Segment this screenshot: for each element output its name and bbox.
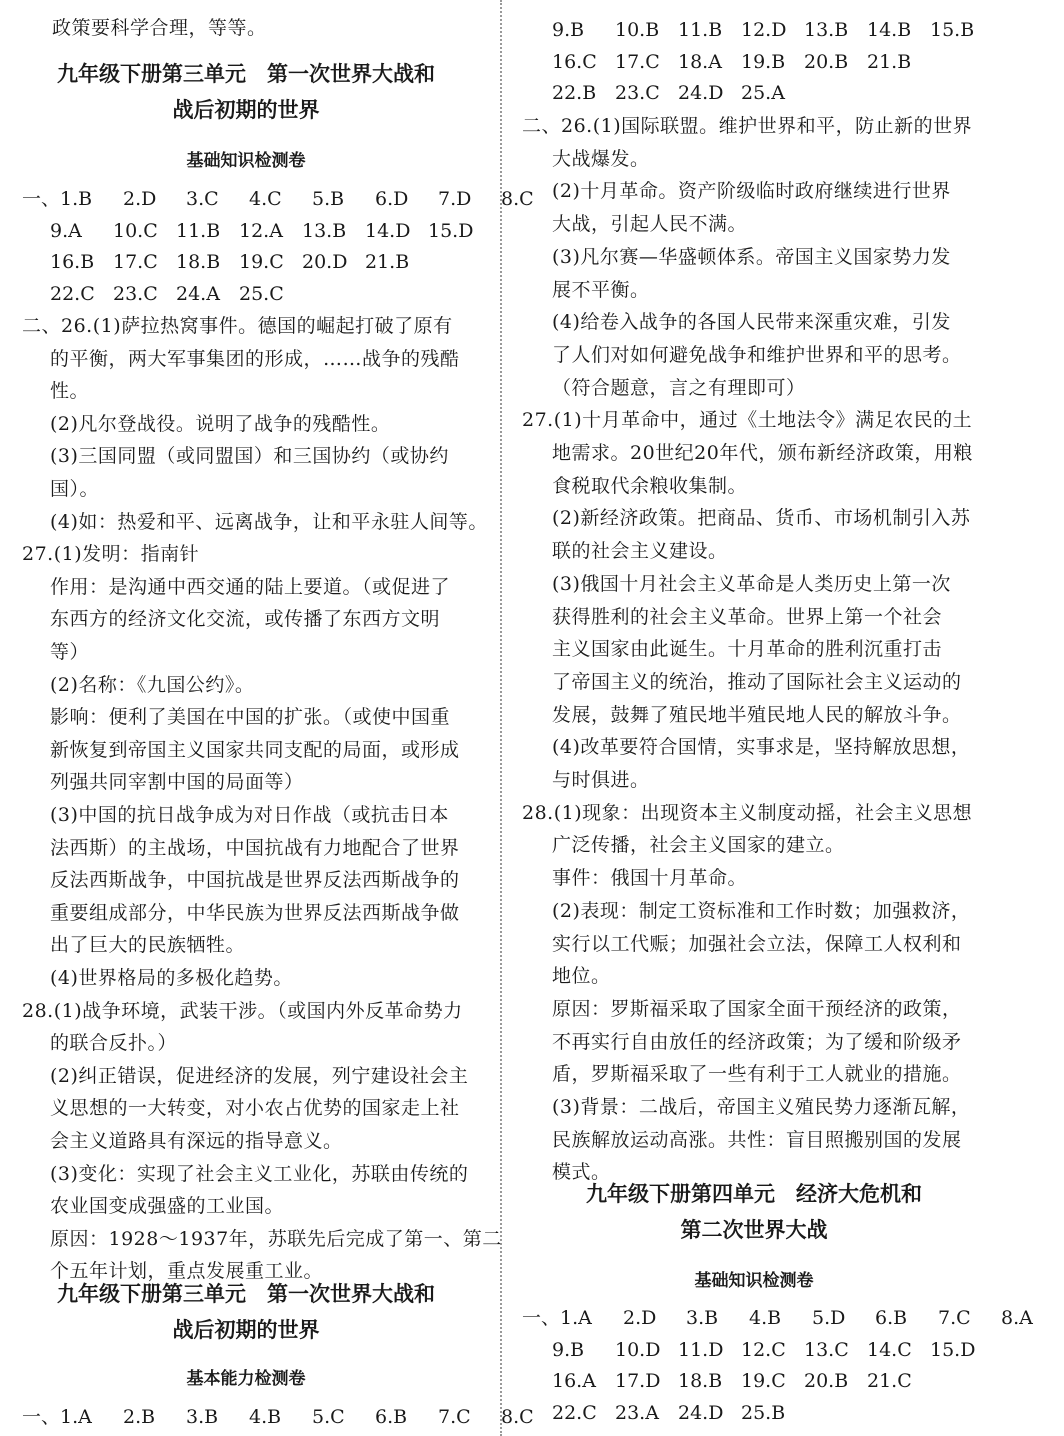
answer-item: 9.B: [552, 19, 585, 41]
answer-item: 10.D: [615, 1338, 661, 1361]
answer-item: 3.B: [186, 1406, 219, 1428]
answer-line: 地位。: [552, 965, 611, 988]
answer-line: 性。: [50, 380, 90, 403]
answer-line: 盾，罗斯福采取了一些有利于工人就业的措施。: [552, 1063, 962, 1086]
answer-item: 6.B: [875, 1307, 908, 1329]
answer-item: 11.B: [176, 219, 221, 242]
answer-line: 展不平衡。: [552, 278, 650, 301]
answer-item: 2.D: [623, 1307, 657, 1329]
answer-item: 10.C: [113, 219, 158, 242]
answer-item: 8.C: [501, 1406, 534, 1428]
answer-item: 7.D: [438, 188, 472, 210]
answer-line: 义思想的一大转变，对小农占优势的国家走上社: [50, 1097, 460, 1120]
answer-line: 原因：罗斯福采取了国家全面干预经济的政策，: [552, 997, 962, 1020]
answer-line: (3)俄国十月社会主义革命是人类历史上第一次: [552, 572, 951, 595]
answer-item: 12.D: [741, 19, 787, 41]
answer-line: 影响：便利了美国在中国的扩张。（或使中国重: [50, 706, 451, 729]
answer-line: (2)表现：制定工资标准和工作时数；加强救济，: [552, 899, 971, 922]
answer-item: 14.B: [867, 19, 912, 41]
answer-line: 28.(1)战争环境，武装干涉。（或国内外反革命势力: [22, 999, 463, 1022]
answer-line: (3)凡尔赛—华盛顿体系。帝国主义国家势力发: [552, 245, 951, 268]
answer-line: （符合题意，言之有理即可）: [552, 376, 806, 399]
answer-line: 二、26.(1)国际联盟。维护世界和平，防止新的世界: [522, 115, 973, 137]
answer-item: 23.A: [615, 1401, 659, 1424]
answer-item: 1.B: [60, 188, 93, 210]
answer-item: 12.A: [239, 219, 283, 242]
answer-line: 新恢复到帝国主义国家共同支配的局面，或形成: [50, 738, 460, 761]
answer-line: 27.(1)十月革命中，通过《土地法令》满足农民的土: [522, 409, 973, 432]
answer-item: 13.B: [804, 19, 849, 41]
answer-item: 14.C: [867, 1338, 912, 1361]
answer-item: 13.B: [302, 219, 347, 242]
unit-heading-line1: 九年级下册第四单元 经济大危机和: [586, 1182, 922, 1206]
answer-item: 19.C: [741, 1370, 786, 1392]
answer-line: 不再实行自由放任的经济政策；为了缓和阶级矛: [552, 1030, 962, 1053]
answer-line: 食税取代余粮收集制。: [552, 474, 748, 497]
answer-line: 大战，引起人民不满。: [552, 213, 748, 236]
answer-row: [552, 1365, 930, 1397]
answer-item: 4.B: [749, 1307, 782, 1329]
answer-line: 模式。: [552, 1161, 611, 1184]
answer-item: 3.C: [186, 188, 219, 210]
answer-line: (3)三国同盟（或同盟国）和三国协约（或协约: [50, 445, 449, 468]
answer-item: 3.B: [686, 1307, 719, 1329]
answer-item: 18.A: [678, 50, 722, 73]
answer-item: 20.B: [804, 50, 849, 73]
column-divider: [500, 0, 502, 1436]
answer-line: 事件：俄国十月革命。: [552, 867, 748, 890]
answer-row: [50, 215, 491, 247]
answer-item: 25.B: [741, 1401, 786, 1424]
answer-item: 7.C: [938, 1307, 971, 1329]
answer-item: 21.C: [867, 1370, 912, 1392]
answer-item: 23.C: [615, 82, 660, 104]
answer-item: 15.B: [930, 19, 975, 41]
answer-line: 与时俱进。: [552, 769, 650, 791]
answer-item: 21.B: [365, 251, 410, 273]
answer-line: (2)新经济政策。把商品、货币、市场机制引入苏: [552, 507, 971, 530]
answer-line: (4)给卷入战争的各国人民带来深重灾难，引发: [552, 311, 951, 334]
answer-item: 1.A: [560, 1307, 592, 1329]
answer-line: 实行以工代赈；加强社会立法，保障工人权利和: [552, 932, 962, 955]
answer-item: 8.A: [1001, 1307, 1033, 1329]
answer-line: 27.(1)发明：指南针: [22, 543, 200, 566]
answer-item: 16.A: [552, 1370, 596, 1392]
answer-line: 广泛传播，社会主义国家的建立。: [552, 834, 845, 857]
answer-item: 17.C: [113, 251, 158, 273]
unit-heading-line1: 九年级下册第三单元 第一次世界大战和: [57, 62, 435, 86]
answer-line: (2)十月革命。资产阶级临时政府继续进行世界: [552, 180, 951, 203]
answer-item: 9.B: [552, 1338, 585, 1361]
answer-line: 地需求。20世纪20年代，颁布新经济政策，用粮: [552, 442, 973, 464]
question-section-marker: 一、: [22, 1406, 61, 1428]
answer-item: 21.B: [867, 50, 912, 73]
answer-line: 联的社会主义建设。: [552, 540, 728, 563]
answer-line: 法西斯）的主战场，中国抗战有力地配合了世界: [50, 836, 460, 859]
answer-row: [552, 1397, 804, 1429]
answer-line: (3)中国的抗日战争成为对日作战（或抗击日本: [50, 804, 449, 826]
answer-line: 等）: [50, 641, 90, 663]
answer-item: 15.D: [428, 219, 474, 242]
answer-item: 18.B: [678, 1370, 723, 1392]
answer-line: 国）。: [50, 478, 100, 500]
answer-line: 会主义道路具有深远的指导意义。: [50, 1130, 343, 1152]
answer-row: [552, 14, 993, 46]
answer-item: 18.B: [176, 251, 221, 273]
answer-line: (4)改革要符合国情，实事求是，坚持解放思想，: [552, 736, 971, 759]
answer-row: [50, 278, 302, 310]
answer-item: 24.D: [678, 1401, 724, 1424]
answer-item: 16.B: [50, 251, 95, 273]
answer-line: 反法西斯战争，中国抗战是世界反法西斯战争的: [50, 869, 460, 892]
answer-row: [552, 1334, 993, 1366]
answer-item: 4.B: [249, 1406, 282, 1428]
answer-line: 大战爆发。: [552, 147, 650, 170]
answer-item: 23.C: [113, 282, 158, 305]
answer-item: 2.D: [123, 188, 157, 210]
answer-line: 二、26.(1)萨拉热窝事件。德国的崛起打破了原有: [22, 315, 453, 337]
answer-item: 20.D: [302, 251, 348, 273]
answer-line: 了人们对如何避免战争和维护世界和平的思考。: [552, 343, 962, 366]
unit-heading-line2: 战后初期的世界: [172, 98, 320, 122]
intro-line: 政策要科学合理，等等。: [52, 17, 267, 39]
answer-item: 8.C: [501, 188, 534, 210]
answer-line: 28.(1)现象：出现资本主义制度动摇，社会主义思想: [522, 801, 973, 824]
answer-line: 发展，鼓舞了殖民地半殖民地人民的解放斗争。: [552, 703, 962, 726]
answer-item: 17.D: [615, 1370, 661, 1392]
answer-row: [50, 246, 428, 278]
answer-item: 25.A: [741, 82, 785, 104]
answer-item: 4.C: [249, 188, 282, 210]
answer-item: 24.D: [678, 82, 724, 104]
answer-line: 出了巨大的民族牺牲。: [50, 934, 246, 957]
answer-item: 6.D: [375, 188, 409, 210]
answer-line: 民族解放运动高涨。共性：盲目照搬别国的发展: [552, 1128, 962, 1151]
answer-line: (4)世界格局的多极化趋势。: [50, 967, 293, 989]
answer-line: (3)背景：二战后，帝国主义殖民势力逐渐瓦解，: [552, 1096, 971, 1118]
answer-item: 19.C: [239, 251, 284, 273]
answer-item: 2.B: [123, 1406, 156, 1428]
answer-line: 重要组成部分，中华民族为世界反法西斯战争做: [50, 901, 460, 924]
answer-item: 15.D: [930, 1338, 976, 1361]
answer-item: 22.C: [50, 282, 95, 305]
question-section-marker: 一、: [22, 188, 61, 210]
answer-item: 19.B: [741, 50, 786, 73]
answer-line: 农业国变成强盛的工业国。: [50, 1195, 285, 1218]
answer-row: [552, 77, 804, 109]
answer-item: 24.A: [176, 282, 220, 305]
answer-line: 了帝国主义的统治，推动了国际社会主义运动的: [552, 670, 962, 693]
answer-item: 13.C: [804, 1338, 849, 1361]
answer-line: 主义国家由此诞生。十月革命的胜利沉重打击: [552, 638, 943, 661]
answer-item: 14.D: [365, 219, 411, 242]
answer-item: 1.A: [60, 1406, 92, 1428]
answer-line: 获得胜利的社会主义革命。世界上第一个社会: [552, 605, 943, 628]
answer-row: [552, 46, 930, 78]
answer-line: 列强共同宰割中国的局面等）: [50, 771, 304, 794]
unit-heading-line2: 战后初期的世界: [172, 1318, 320, 1342]
answer-item: 6.B: [375, 1406, 408, 1428]
answer-item: 17.C: [615, 50, 660, 73]
answer-item: 9.A: [50, 219, 82, 242]
section-subheading: 基础知识检测卷: [694, 1271, 814, 1291]
answer-item: 5.B: [312, 188, 345, 210]
answer-line: 的平衡，两大军事集团的形成，……战争的残酷: [50, 347, 460, 370]
answer-line: 作用：是沟通中西交通的陆上要道。（或促进了: [50, 575, 451, 598]
answer-item: 22.B: [552, 82, 597, 104]
answer-item: 5.C: [312, 1406, 345, 1428]
answer-row: [22, 183, 564, 215]
answer-line: 原因：1928～1937年，苏联先后完成了第一、第二: [50, 1227, 502, 1250]
answer-item: 12.C: [741, 1338, 786, 1361]
answer-item: 5.D: [812, 1307, 846, 1329]
answer-item: 7.C: [438, 1406, 471, 1428]
answer-line: (3)变化：实现了社会主义工业化，苏联由传统的: [50, 1162, 469, 1185]
answer-item: 11.B: [678, 19, 723, 41]
answer-item: 11.D: [678, 1338, 724, 1361]
answer-line: (4)如：热爱和平、远离战争，让和平永驻人间等。: [50, 510, 488, 533]
answer-item: 20.B: [804, 1370, 849, 1392]
section-subheading: 基本能力检测卷: [186, 1369, 306, 1389]
unit-heading-line2: 第二次世界大战: [680, 1218, 828, 1242]
answer-item: 16.C: [552, 50, 597, 73]
answer-row: [22, 1401, 564, 1433]
answer-line: 个五年计划，重点发展重工业。: [50, 1260, 324, 1283]
unit-heading-line1: 九年级下册第三单元 第一次世界大战和: [57, 1282, 435, 1306]
question-section-marker: 一、: [522, 1307, 561, 1329]
answer-line: (2)名称：《九国公约》。: [50, 673, 255, 696]
answer-line: 东西方的经济文化交流，或传播了东西方文明: [50, 608, 441, 631]
answer-item: 25.C: [239, 282, 284, 305]
section-subheading: 基础知识检测卷: [186, 151, 306, 171]
answer-line: (2)纠正错误，促进经济的发展，列宁建设社会主: [50, 1064, 469, 1087]
answer-line: (2)凡尔登战役。说明了战争的残酷性。: [50, 412, 391, 435]
answer-item: 10.B: [615, 19, 660, 41]
answer-line: 的联合反扑。）: [50, 1032, 178, 1055]
answer-row: [522, 1302, 1064, 1334]
answer-item: 22.C: [552, 1401, 597, 1424]
